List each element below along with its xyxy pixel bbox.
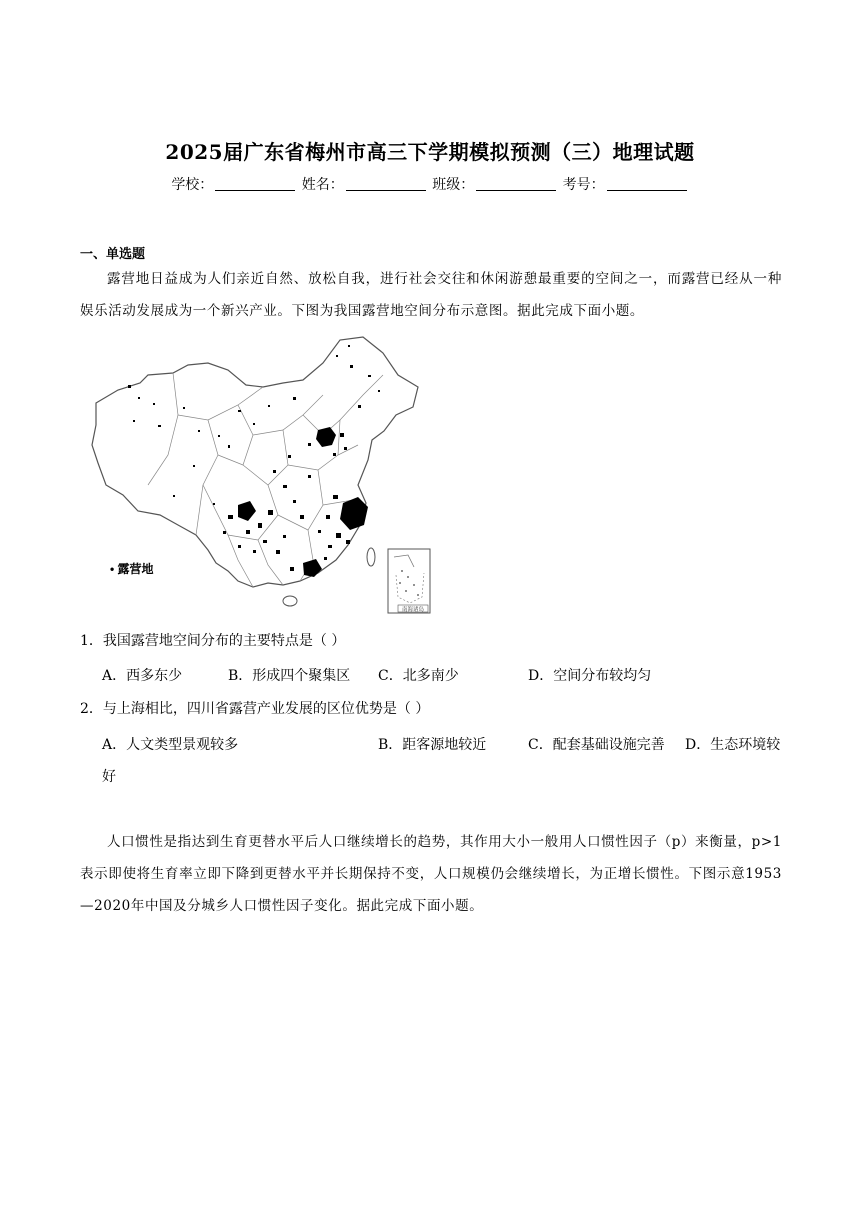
class-label: 班级： xyxy=(432,177,475,193)
page-title: 2025届广东省梅州市高三下学期模拟预测（三）地理试题 xyxy=(165,140,695,164)
q2-option-b: B．距客源地较近 xyxy=(378,737,487,753)
q2-option-d-wrap: 好 xyxy=(102,769,116,785)
q1-option-a: A．西多东少 xyxy=(102,668,183,684)
q1-option-b: B．形成四个聚集区 xyxy=(228,668,351,684)
name-blank xyxy=(346,176,426,191)
student-info-line xyxy=(0,174,860,194)
q2-option-d: D．生态环境较 xyxy=(685,737,781,753)
school-blank xyxy=(215,176,295,191)
passage-2: 人口惯性是指达到生育更替水平后人口继续增长的趋势，其作用大小一般用人口惯性因子（p）来衡量，p>1表示即使将生育率立即下降到更替水平并长期保持不变，人口规模仍会继续增长，为正增长惯性。下图示意1953—2020年中国及分城乡人口惯性因子变化。据此完成下面小题。 xyxy=(80,834,782,914)
name-label: 姓名： xyxy=(301,177,344,193)
q1-option-c: C．北多南少 xyxy=(378,668,459,684)
q1-option-d: D．空间分布较均匀 xyxy=(528,668,652,684)
map-legend: • 露营地 xyxy=(110,562,154,576)
q2-option-a: A．人文类型景观较多 xyxy=(102,737,239,753)
section-heading: 一、单选题 xyxy=(80,247,146,262)
question-1-stem: 1．我国露营地空间分布的主要特点是（ ） xyxy=(80,633,346,649)
exam-no-blank xyxy=(607,176,687,191)
class-blank xyxy=(476,176,556,191)
south-china-sea-inset xyxy=(388,549,430,613)
china-campsite-map xyxy=(78,335,438,615)
inset-label: 南海诸岛 xyxy=(401,607,425,613)
exam-no-label: 考号： xyxy=(562,177,605,193)
q2-option-c: C．配套基础设施完善 xyxy=(528,737,665,753)
school-label: 学校： xyxy=(171,177,214,193)
question-2-stem: 2．与上海相比，四川省露营产业发展的区位优势是（ ） xyxy=(80,701,430,717)
passage-1: 露营地日益成为人们亲近自然、放松自我，进行社会交往和休闲游憩最重要的空间之一，而露营已经从一种娱乐活动发展成为一个新兴产业。下图为我国露营地空间分布示意图。据此完成下面小题。 xyxy=(80,271,782,319)
